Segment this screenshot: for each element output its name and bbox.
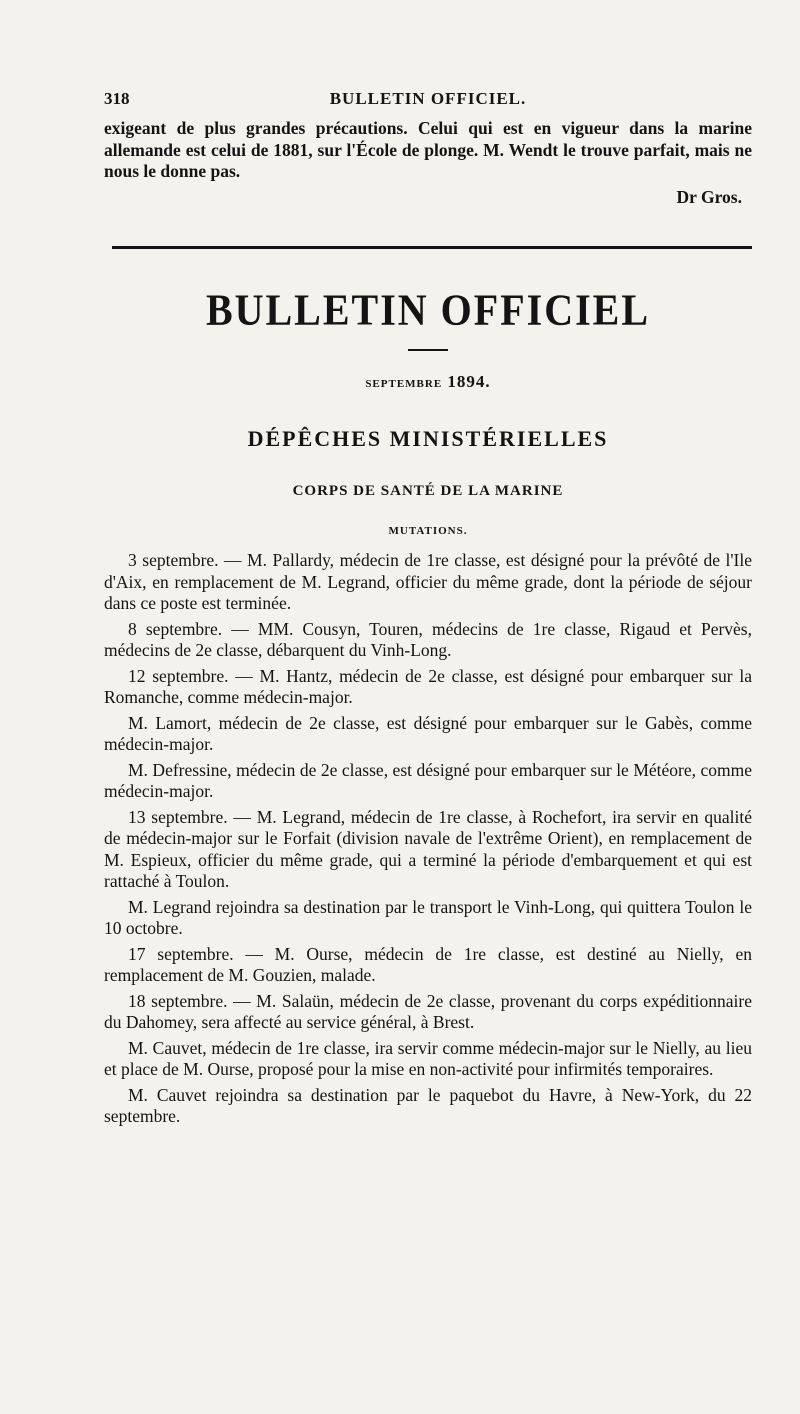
- page-number: 318: [104, 89, 130, 108]
- section-rule: [112, 246, 752, 249]
- entry-paragraph: 12 septembre. — M. Hantz, médecin de 2e classe, est désigné pour embarquer sur la Romanche, comme médecin-major.: [104, 665, 752, 707]
- subsection-heading: CORPS DE SANTÉ DE LA MARINE: [292, 483, 564, 499]
- document-page: [104, 88, 752, 1128]
- section-heading: DÉPÊCHES MINISTÉRIELLES: [247, 425, 609, 451]
- entry-paragraph: M. Cauvet, médecin de 1re classe, ira servir comme médecin-major sur le Nielly, au lieu et place de M. Ourse, proposé pour la mise en non-activité pour infirmités temporaires.: [104, 1037, 752, 1079]
- entry-paragraph: M. Legrand rejoindra sa destination par le transport le Vinh-Long, qui quittera Toulon le 10 octobre.: [104, 896, 752, 938]
- entry-paragraph: 18 septembre. — M. Salaün, médecin de 2e classe, provenant du corps expéditionnaire du Dahomey, sera affecté au service général, à Brest.: [104, 990, 752, 1032]
- entry-paragraph: 3 septembre. — M. Pallardy, médecin de 1re classe, est désigné pour la prévôté de l'Ile d'Aix, en remplacement de M. Legrand, officier du même grade, dont la période de séjour dans ce poste est terminée.: [104, 550, 752, 613]
- intro-paragraph: exigeant de plus grandes précautions. Celui qui est en vigueur dans la marine allemande est celui de 1881, sur l'École de plonge. M. Wendt le trouve parfait, mais ne nous le donne pas.: [104, 118, 752, 181]
- title-rule: [408, 349, 448, 351]
- signature: Dr Gros.: [676, 186, 742, 207]
- date-year: 1894.: [447, 372, 491, 391]
- entries-list: [104, 550, 752, 1128]
- entry-paragraph: M. Defressine, médecin de 2e classe, est désigné pour embarquer sur le Météore, comme médecin-major.: [104, 759, 752, 801]
- date-month: SEPTEMBRE: [365, 378, 443, 390]
- entry-paragraph: M. Cauvet rejoindra sa destination par le paquebot du Havre, à New-York, du 22 septembre.: [104, 1084, 752, 1126]
- running-title: BULLETIN OFFICIEL.: [329, 89, 527, 108]
- date-line: [104, 371, 752, 396]
- running-header: [104, 88, 752, 110]
- entry-paragraph: 13 septembre. — M. Legrand, médecin de 1re classe, à Rochefort, ira servir en qualité de médecin-major sur le Forfait (division navale de l'extrême Orient), en remplacement de M. Espieux, officier du même grade, qui a terminé la période d'embarquement et qui est rattaché à Toulon.: [104, 806, 752, 891]
- subsubsection-heading: MUTATIONS.: [388, 524, 468, 537]
- entry-paragraph: 8 septembre. — MM. Cousyn, Touren, médecins de 1re classe, Rigaud et Pervès, médecins de 2e classe, débarquent du Vinh-Long.: [104, 618, 752, 660]
- bulletin-title: BULLETIN OFFICIEL: [205, 284, 651, 335]
- entry-paragraph: 17 septembre. — M. Ourse, médecin de 1re classe, est destiné au Nielly, en remplacement de M. Gouzien, malade.: [104, 943, 752, 985]
- entry-paragraph: M. Lamort, médecin de 2e classe, est désigné pour embarquer sur le Gabès, comme médecin-major.: [104, 712, 752, 754]
